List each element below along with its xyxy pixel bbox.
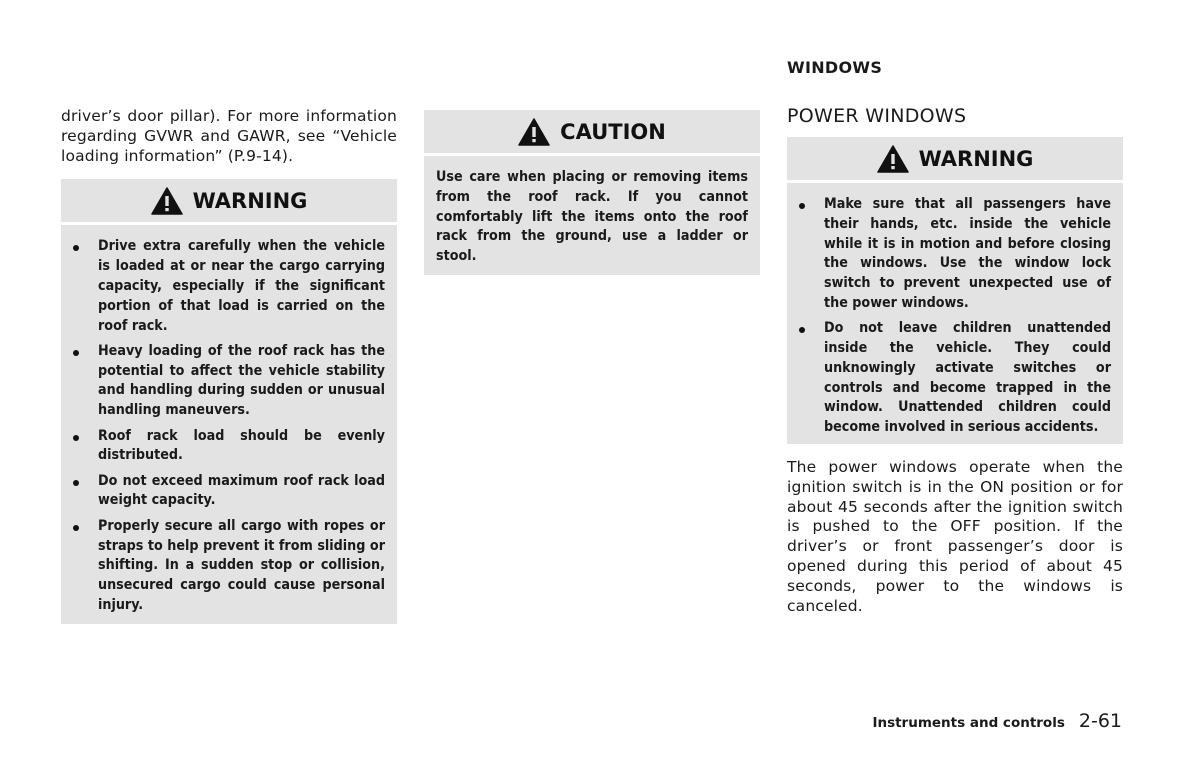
caution-header xyxy=(424,110,760,156)
subsection-title: POWER WINDOWS xyxy=(787,105,967,127)
warning-item: Make sure that all passengers have their hands, etc. inside the vehicle while it is in motion and before closing the windows. Use the window lock switch to prevent unexpected use of the power windows. xyxy=(799,195,1111,314)
warning-item: Properly secure all cargo with ropes or straps to help prevent it from sliding or shifting. In a sudden stop or collision, unsecured cargo could cause personal injury. xyxy=(73,517,385,616)
warning-triangle-icon xyxy=(518,118,550,146)
column-middle xyxy=(424,110,760,275)
section-title: WINDOWS xyxy=(787,58,883,77)
warning-list xyxy=(73,237,385,615)
warning-item: Roof rack load should be evenly distributed. xyxy=(73,427,385,467)
warning-title: WARNING xyxy=(192,188,308,213)
intro-paragraph: driver’s door pillar). For more information regarding GVWR and GAWR, see “Vehicle loading information” (P.9-14). xyxy=(61,107,397,165)
warning-item: Heavy loading of the roof rack has the potential to affect the vehicle stability and handling during sudden or unusual handling maneuvers. xyxy=(73,342,385,421)
column-right xyxy=(787,58,1123,616)
caution-text: Use care when placing or removing items from the roof rack. If you cannot comfortably lift the items onto the roof rack from the ground, use a ladder or stool. xyxy=(436,169,748,265)
caution-title: CAUTION xyxy=(560,119,666,144)
warning-box-roof-rack xyxy=(61,179,397,623)
power-windows-paragraph: The power windows operate when the ignition switch is in the ON position or for about 45 seconds after the ignition switch is pushed to the OFF position. If the driver’s or front passenger’s door is opened during this period of about 45 seconds, power to the windows is canceled. xyxy=(787,458,1123,615)
warning-item: Drive extra carefully when the vehicle is loaded at or near the cargo carrying capacity, especially if the significant portion of that load is carried on the roof rack. xyxy=(73,237,385,336)
page-number: 2-61 xyxy=(1078,710,1122,732)
warning-item: Do not leave children unattended inside the vehicle. They could unknowingly activate switches or controls and become trapped in the window. Unattended children could become involved in serious accidents. xyxy=(799,319,1111,438)
column-left xyxy=(61,107,397,624)
warning-triangle-icon xyxy=(151,187,183,215)
warning-list xyxy=(799,195,1111,438)
caution-box xyxy=(424,110,760,275)
warning-header xyxy=(61,179,397,225)
page-footer xyxy=(872,710,1122,732)
warning-title: WARNING xyxy=(918,146,1034,171)
chapter-label: Instruments and controls xyxy=(872,715,1065,731)
warning-triangle-icon xyxy=(877,145,909,173)
warning-item: Do not exceed maximum roof rack load weight capacity. xyxy=(73,472,385,512)
warning-header xyxy=(787,137,1123,183)
warning-box-windows xyxy=(787,137,1123,444)
